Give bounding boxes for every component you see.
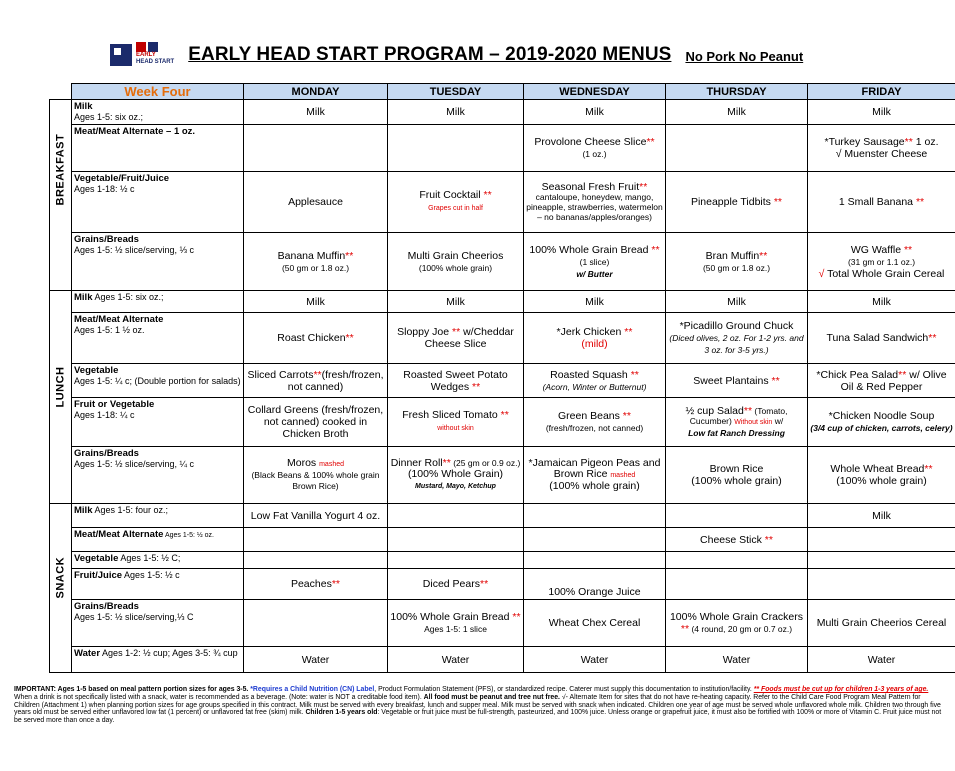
snack-meat-row [50,528,955,552]
menu-item: *Jamaican Pigeon Peas and Brown Rice mashed (100% whole grain) [524,447,666,504]
logo [110,42,174,66]
menu-item: Low Fat Vanilla Yogurt 4 oz. [244,504,388,528]
requirement-cell: Meat/Meat Alternate Ages 1-5: ½ oz. [72,528,244,552]
menu-item: Fresh Sliced Tomato ** without skin [388,398,524,447]
menu-item: Roasted Squash ** (Acorn, Winter or Butternut) [524,364,666,398]
requirement-cell: Fruit/Juice Ages 1-5: ½ c [72,569,244,600]
breakfast-meat-row [50,125,955,172]
day-wednesday: WEDNESDAY [524,84,666,100]
menu-item: Wheat Chex Cereal [524,600,666,647]
section-breakfast: BREAKFAST [50,100,72,291]
menu-item: Dinner Roll** (25 gm or 0.9 oz.) (100% Whole Grain) Mustard, Mayo, Ketchup [388,447,524,504]
requirement-cell: Vegetable/Fruit/Juice Ages 1-18: ½ c [72,172,244,233]
requirement-cell: Meat/Meat Alternate Ages 1-5: 1 ½ oz. [72,313,244,364]
requirement-cell: Grains/Breads Ages 1-5: ½ slice/serving, ⅓ c [72,233,244,291]
menu-item: Cheese Stick ** [666,528,808,552]
lunch-meat-row [50,313,955,364]
menu-item: Sliced Carrots**(fresh/frozen, not canned) [244,364,388,398]
lunch-fruit-row [50,398,955,447]
breakfast-veg-row [50,172,955,233]
requirement-cell: Vegetable Ages 1-5: ½ C; [72,552,244,569]
page-header [110,26,803,66]
menu-item: 100% Whole Grain Bread ** (1 slice) w/ Butter [524,233,666,291]
menu-item: Milk [524,100,666,125]
breakfast-grains-row [50,233,955,291]
menu-item: Milk [244,100,388,125]
menu-item: Milk [524,291,666,313]
menu-item: 100% Whole Grain Bread ** Ages 1-5: 1 slice [388,600,524,647]
menu-item: Milk [666,291,808,313]
menu-item: Roasted Sweet Potato Wedges ** [388,364,524,398]
header-row [50,84,955,100]
menu-item: Milk [388,291,524,313]
section-snack: SNACK [50,504,72,673]
snack-fruit-row [50,569,955,600]
requirement-cell: Water Ages 1-2: ½ cup; Ages 3-5: ¾ cup [72,647,244,673]
requirement-cell: Grains/Breads Ages 1-5: ½ slice/serving,⅓ C [72,600,244,647]
logo-text-head-start: HEAD START [136,59,175,65]
menu-item: Milk [666,100,808,125]
menu-table [49,83,955,673]
menu-item: Brown Rice (100% whole grain) [666,447,808,504]
menu-item: Sweet Plantains ** [666,364,808,398]
menu-item: Water [666,647,808,673]
requirement-cell: Milk Ages 1-5: four oz.; [72,504,244,528]
menu-item: Water [388,647,524,673]
menu-item: Milk [244,291,388,313]
menu-item: Multi Grain Cheerios (100% whole grain) [388,233,524,291]
footnote: IMPORTANT: Ages 1-5 based on meal pattern portion sizes for ages 3-5. *Requires a Child Nutrition (CN) Label, Product Formulation Statement (PFS), or standardized recipe. Caterer must supply this documentation to institution/facility. ** Foods must be cut up for children 1-3 years of age. When a drink is not specifically listed with a snack, water is recommended as a beverage. (Note: water is NOT a creditable food item). All food must be peanut and tree nut free. √- Alternate Item for sites that do not have re-heating capacity. Refer to the Child Care Food Program Meal Pattern for Children (Attachment 1) when planning portion sizes for age groups specified in this contract. Milk must be served with every breakfast, lunch and supper meal. Milk must be served with snack when indicated. Children one year of age must be served whole unflavored whole milk. Children two through five years old must be served either unflavored low fat (1 percent) or unflavored fat free (skim) milk. Children 1-5 years old: Vegetable or fruit juice must be full-strength, pasteurized, and 100% juice. Unless orange or grapefruit juice, it must also be fortified with 100% or more of Vitamin C. Fruit juice must not be served more than once a day. [14,686,942,725]
menu-item: Provolone Cheese Slice** (1 oz.) [524,125,666,172]
requirement-cell: Grains/Breads Ages 1-5: ½ slice/serving, ¼ c [72,447,244,504]
menu-item: Roast Chicken** [244,313,388,364]
menu-item: *Picadillo Ground Chuck (Diced olives, 2 oz. For 1-2 yrs. and 3 oz. for 3-5 yrs.) [666,313,808,364]
menu-item: Green Beans ** (fresh/frozen, not canned) [524,398,666,447]
menu-item: Tuna Salad Sandwich** [808,313,955,364]
page-subtitle: No Pork No Peanut [685,49,804,64]
menu-item: Collard Greens (fresh/frozen, not canned) cooked in Chicken Broth [244,398,388,447]
menu-item: ½ cup Salad** (Tomato, Cucumber) Without skin w/ Low fat Ranch Dressing [666,398,808,447]
menu-item: Seasonal Fresh Fruit** cantaloupe, honeydew, mango, pineapple, strawberries, watermelon – no bananas/apples/oranges) [524,172,666,233]
menu-item: *Jerk Chicken ** (mild) [524,313,666,364]
menu-item: Water [524,647,666,673]
menu-item: Milk [808,504,955,528]
requirement-cell: Milk Ages 1-5: six oz.; [72,100,244,125]
requirement-cell: Milk Ages 1-5: six oz.; [72,291,244,313]
menu-item: Sloppy Joe ** w/Cheddar Cheese Slice [388,313,524,364]
menu-item: Diced Pears** [388,569,524,600]
section-lunch: LUNCH [50,291,72,504]
day-thursday: THURSDAY [666,84,808,100]
early-head-start-logo [136,42,174,66]
menu-item: WG Waffle ** (31 gm or 1.1 oz.) √ Total Whole Grain Cereal [808,233,955,291]
requirement-cell: Fruit or Vegetable Ages 1-18: ¼ c [72,398,244,447]
menu-item: *Chick Pea Salad** w/ Olive Oil & Red Pepper [808,364,955,398]
logo-text-early: EARLY [136,52,156,58]
menu-item: *Turkey Sausage** 1 oz. √ Muenster Cheese [808,125,955,172]
lunch-milk-row [50,291,955,313]
menu-item: Milk [388,100,524,125]
week-label: Week Four [72,84,244,100]
snack-water-row [50,647,955,673]
snack-grains-row [50,600,955,647]
day-friday: FRIDAY [808,84,955,100]
menu-item: 100% Whole Grain Crackers ** (4 round, 20 gm or 0.7 oz.) [666,600,808,647]
menu-item: Water [808,647,955,673]
requirement-cell: Meat/Meat Alternate – 1 oz. [72,125,244,172]
page-title: EARLY HEAD START PROGRAM – 2019-2020 MENUS [188,44,672,65]
menu-item: Water [244,647,388,673]
menu-item: Pineapple Tidbits ** [666,172,808,233]
menu-item: Whole Wheat Bread** (100% whole grain) [808,447,955,504]
day-monday: MONDAY [244,84,388,100]
snack-veg-row [50,552,955,569]
lunch-grains-row [50,447,955,504]
menu-item: Banana Muffin** (50 gm or 1.8 oz.) [244,233,388,291]
requirement-cell: Vegetable Ages 1-5: ¼ c; (Double portion for salads) [72,364,244,398]
menu-item: Moros mashed (Black Beans & 100% whole grain Brown Rice) [244,447,388,504]
menu-item: Peaches** [244,569,388,600]
day-tuesday: TUESDAY [388,84,524,100]
logo-block-icon [110,44,132,66]
menu-item: *Chicken Noodle Soup (3/4 cup of chicken, carrots, celery) [808,398,955,447]
breakfast-milk-row [50,100,955,125]
menu-item: 1 Small Banana ** [808,172,955,233]
menu-item: Bran Muffin** (50 gm or 1.8 oz.) [666,233,808,291]
menu-item: Multi Grain Cheerios Cereal [808,600,955,647]
menu-item: 100% Orange Juice [524,569,666,600]
lunch-veg-row [50,364,955,398]
snack-milk-row [50,504,955,528]
menu-item: Fruit Cocktail ** Grapes cut in half [388,172,524,233]
menu-item: Milk [808,100,955,125]
menu-item: Applesauce [244,172,388,233]
menu-item: Milk [808,291,955,313]
